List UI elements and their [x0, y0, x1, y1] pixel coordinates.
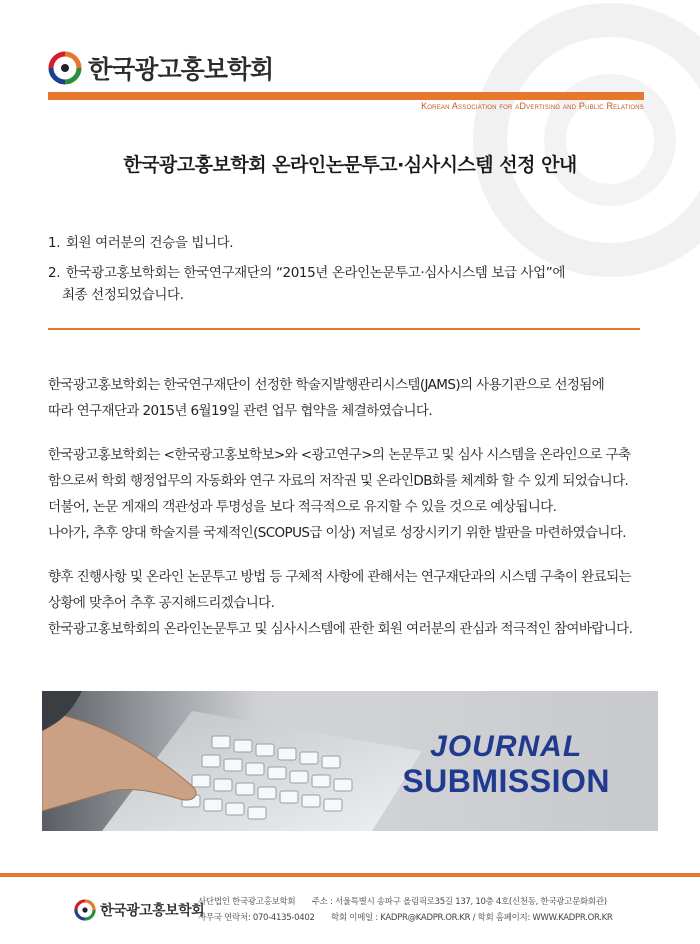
notice-text: 회원 여러분의 건승을 빕니다. — [65, 235, 234, 251]
paragraph-line: 상황에 맞추어 추후 공지해드리겠습니다. — [48, 595, 275, 611]
paragraph-line: 한국광고홍보학회는 <한국광고홍보학보>와 <광고연구>의 논문투고 및 심사 시스템을 온라인으로 구축 — [48, 447, 631, 463]
footer-homepage[interactable]: / 학회 홈페이지: WWW.KADPR.OR.KR — [472, 913, 613, 923]
paragraph-line: 한국광고홍보학회의 온라인논문투고 및 심사시스템에 관한 회원 여러분의 관심과 적극적인 참여바랍니다. — [48, 621, 633, 637]
paragraph — [48, 564, 658, 642]
banner-title-line: JOURNAL — [430, 730, 583, 763]
paragraph — [48, 442, 658, 546]
paragraph-line: 함으로써 학회 행정업무의 자동화와 연구 자료의 저작권 및 온라인DB화를 체계화 할 수 있게 되었습니다. — [48, 473, 629, 489]
journal-submission-banner — [42, 691, 658, 831]
announcement-body — [48, 372, 658, 660]
paragraph-line: 나아가, 추후 양대 학술지를 국제적인(SCOPUS급 이상) 저널로 성장시키기 위한 발판을 마련하였습니다. — [48, 525, 626, 541]
notice-number: 1. — [48, 235, 61, 251]
association-logo-icon — [74, 899, 96, 921]
footer-contact-info — [198, 894, 613, 926]
notice-list — [48, 232, 648, 314]
notice-number: 2. — [48, 265, 61, 281]
banner-title-line: SUBMISSION — [402, 763, 610, 799]
paragraph-line: 따라 연구재단과 2015년 6월19일 관련 업무 협약을 체결하였습니다. — [48, 403, 433, 419]
banner-title — [402, 731, 610, 799]
paragraph-line: 향후 진행사항 및 온라인 논문투고 방법 등 구체적 사항에 관해서는 연구재단과의 시스템 구축이 완료되는 — [48, 569, 631, 585]
footer-logo — [74, 899, 204, 921]
footer-email[interactable]: 학회 이메일 : KADPR@KADPR.OR.KR — [330, 913, 471, 923]
paragraph-line: 더불어, 논문 게재의 객관성과 투명성을 보다 적극적으로 유지할 수 있을 것으로 예상됩니다. — [48, 499, 557, 515]
org-name-english: Korean Association for aDvertising and Public Relations — [421, 101, 644, 111]
footer-address: 주소 : 서울특별시 송파구 올림픽로35길 137, 10층 4호(신천동, 한국광고문화회관) — [311, 897, 607, 907]
keyboard-hand-image — [42, 691, 442, 831]
notice-item — [48, 262, 648, 306]
paragraph — [48, 372, 658, 424]
notice-item — [48, 232, 648, 254]
section-divider — [48, 328, 640, 330]
org-name: 한국광고홍보학회 — [88, 55, 274, 84]
footer-corp-name: 사단법인 한국광고홍보학회 — [198, 897, 296, 907]
header-divider — [48, 92, 644, 100]
footer-org-name: 한국광고홍보학회 — [100, 903, 205, 919]
header-logo — [48, 50, 273, 86]
footer-divider — [0, 873, 700, 877]
notice-text: 한국광고홍보학회는 한국연구재단의 “2015년 온라인논문투고·심사시스템 보급 사업”에 — [65, 265, 565, 281]
association-logo-icon — [48, 51, 82, 85]
paragraph-line: 한국광고홍보학회는 한국연구재단이 선정한 학술지발행관리시스템(JAMS)의 사용기관으로 선정됨에 — [48, 377, 605, 393]
page-title: 한국광고홍보학회 온라인논문투고·심사시스템 선정 안내 — [123, 154, 577, 176]
footer-phone: 사무국 연락처: 070-4135-0402 — [198, 913, 315, 923]
notice-text: 최종 선정되었습니다. — [62, 287, 184, 303]
